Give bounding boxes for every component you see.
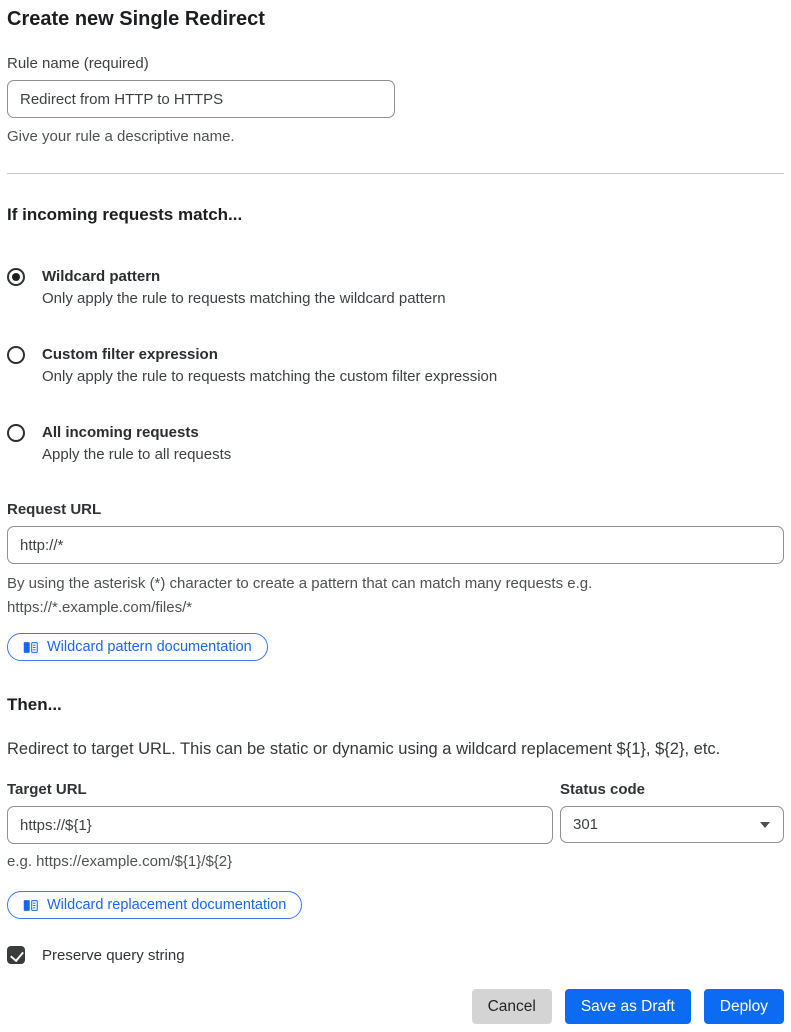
match-section-heading: If incoming requests match... — [7, 205, 243, 224]
radio-option-wildcard-pattern[interactable] — [7, 267, 784, 307]
rule-name-help: Give your rule a descriptive name. — [7, 128, 235, 145]
custom-filter-radio[interactable] — [7, 346, 25, 364]
radio-label: Wildcard pattern — [42, 268, 161, 285]
wildcard-pattern-radio[interactable] — [7, 268, 25, 286]
target-url-label: Target URL — [7, 781, 87, 798]
footer-actions — [7, 989, 784, 1024]
cancel-button[interactable]: Cancel — [472, 989, 552, 1024]
then-description: Redirect to target URL. This can be static or dynamic using a wildcard replacement ${1}, ${2}, etc. — [7, 740, 721, 758]
radio-description: Only apply the rule to requests matching the wildcard pattern — [42, 290, 446, 307]
then-section-heading: Then... — [7, 695, 62, 714]
radio-option-custom-filter[interactable] — [7, 345, 784, 385]
target-status-row — [7, 759, 784, 844]
rule-name-input[interactable] — [7, 80, 395, 118]
preserve-query-label: Preserve query string — [42, 946, 185, 964]
wildcard-replacement-docs-label: Wildcard replacement documentation — [47, 897, 287, 913]
wildcard-replacement-docs-button[interactable] — [7, 891, 302, 919]
radio-label: Custom filter expression — [42, 346, 218, 363]
open-book-icon — [23, 640, 38, 655]
preserve-query-checkbox[interactable] — [7, 946, 25, 964]
match-options-group — [7, 267, 784, 463]
radio-description: Only apply the rule to requests matching the custom filter expression — [42, 368, 498, 385]
section-divider — [7, 173, 784, 174]
deploy-button[interactable]: Deploy — [704, 989, 784, 1024]
target-url-help: e.g. https://example.com/${1}/${2} — [7, 853, 233, 870]
preserve-query-row[interactable] — [7, 946, 784, 964]
target-url-input[interactable] — [7, 806, 553, 844]
radio-option-all-requests[interactable] — [7, 423, 784, 463]
rule-name-label: Rule name (required) — [7, 55, 149, 72]
status-code-label: Status code — [560, 781, 646, 798]
request-url-block — [7, 501, 784, 661]
all-requests-radio[interactable] — [7, 424, 25, 442]
request-url-help — [7, 572, 784, 620]
open-book-icon — [23, 898, 38, 913]
request-url-label: Request URL — [7, 501, 102, 518]
page-title: Create new Single Redirect — [7, 8, 265, 30]
radio-label: All incoming requests — [42, 424, 199, 441]
save-as-draft-button[interactable]: Save as Draft — [565, 989, 691, 1024]
request-url-help-line2: https://*.example.com/files/* — [7, 599, 193, 616]
status-code-select[interactable] — [560, 806, 784, 843]
radio-description: Apply the rule to all requests — [42, 446, 232, 463]
request-url-input[interactable] — [7, 526, 784, 564]
wildcard-pattern-docs-button[interactable] — [7, 633, 268, 661]
request-url-help-line1: By using the asterisk (*) character to create a pattern that can match many requests e.g. — [7, 575, 593, 592]
wildcard-pattern-docs-label: Wildcard pattern documentation — [47, 639, 252, 655]
